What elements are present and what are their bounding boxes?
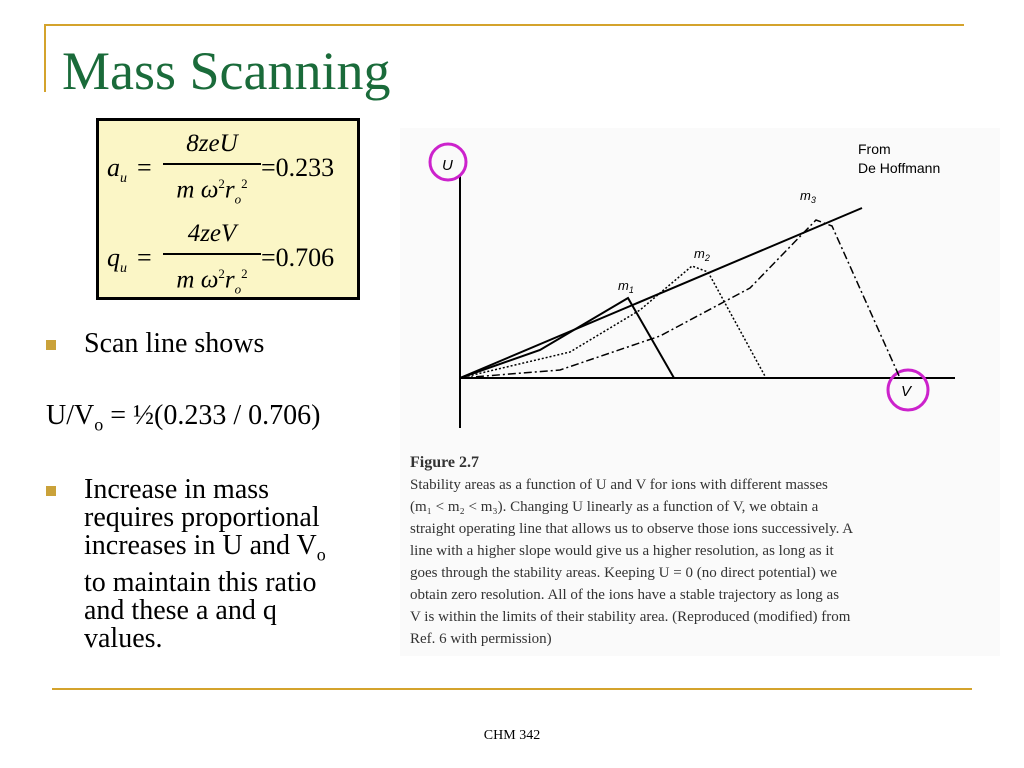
caption-line-8: Ref. 6 with permission) [410,631,552,647]
qu-result: 0.706 [275,243,335,272]
au-lhs-var: a [107,153,120,182]
bullet-increase-text: Increase in mass requires proportional increases in U and $V_o$ to maintain this ratio and these a and q values. [84,474,326,654]
stability-figure [400,128,1000,656]
au-lhs-sub: u [120,171,127,187]
source-line-2: De Hoffmann [858,160,941,176]
caption-line-3: straight operating line that allows us to observe those ions successively. A [410,521,854,537]
m2-label: $m_2$ [694,246,710,263]
au-equals: = [137,153,152,182]
stability-diagram [400,128,1000,448]
qu-equation: $q_u$ = 4zeV m $\omega^2r_o^2$ =0.706 [107,215,357,295]
bullet-marker-scan [46,340,56,350]
au-fraction-bar [163,163,261,165]
v-axis-label: V [901,383,912,400]
caption-line-1: Stability areas as a function of U and V for ions with different masses [410,477,828,493]
bullet-marker-increase [46,486,56,496]
ratio-line: $U/V_o$ = ½(0.233 / 0.706) [46,400,321,435]
caption-line-6: obtain zero resolution. All of the ions have a stable trajectory as long as [410,587,840,603]
m3-label: $m_3$ [800,188,816,205]
caption-title: Figure 2.7 [410,454,480,471]
u-axis-label: U [442,157,453,174]
au-denominator: m $\omega^2r_o^2$ [176,176,248,207]
caption-line-2: (m₁ < m₂ < m₃). Changing U linearly as a function of V, we obtain a [410,499,819,515]
slide-footer: CHM 342 [483,728,541,743]
qu-lhs-sub: u [120,261,127,277]
m1-label: $m_1$ [618,278,634,295]
bullet-scan-line: Scan line shows [84,328,265,359]
m1-stability-area [460,298,674,378]
qu-fraction [163,217,261,306]
source-line-1: From [858,141,891,157]
qu-fraction-bar [163,253,261,255]
caption-line-7: V is within the limits of their stability area. (Reproduced (modified) from [410,609,851,625]
caption-line-4: line with a higher slope would give us a higher resolution, as long as it [410,543,834,559]
qu-lhs-var: q [107,243,120,272]
caption-line-5: goes through the stability areas. Keeping U = 0 (no direct potential) we [410,565,838,581]
equation-box [96,118,360,300]
qu-denominator: m $\omega^2r_o^2$ [176,266,248,297]
qu-numerator: 4zeV [187,220,237,247]
left-rule [44,24,46,92]
top-rule [44,24,964,26]
qu-equals: = [137,243,152,272]
au-result: 0.233 [275,153,335,182]
au-fraction [163,127,261,216]
slide-title: Mass Scanning [62,41,391,101]
au-numerator: 8zeU [186,130,238,157]
bottom-rule [52,688,972,690]
au-equation: $a_u$ = 8zeU m $\omega^2r_o^2$ =0.233 [107,125,357,205]
